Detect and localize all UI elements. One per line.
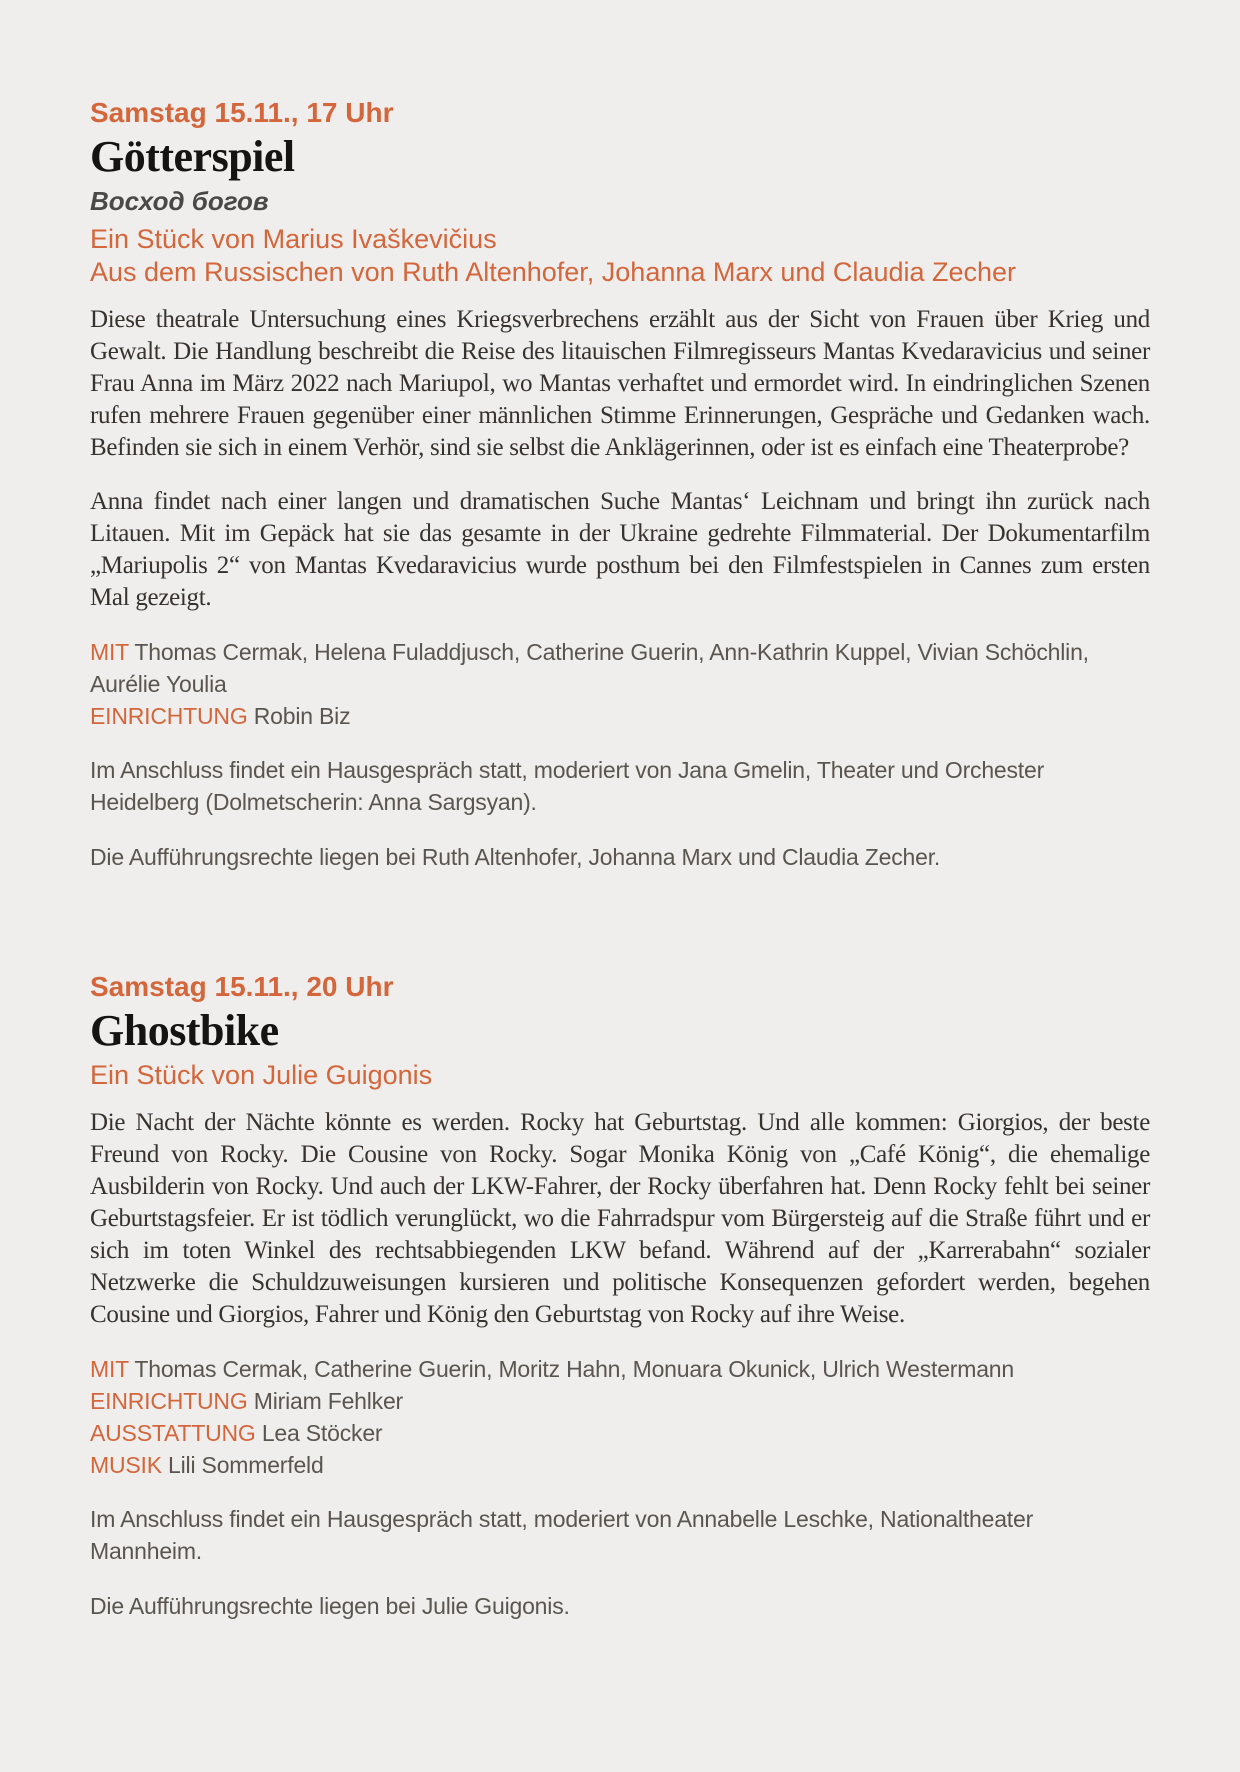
event-title: Ghostbike (90, 1005, 279, 1055)
rights-text: Die Aufführungsrechte liegen bei Ruth Altenhofer, Johanna Marx und Claudia Zecher. (90, 843, 941, 870)
credits-block (90, 1353, 1150, 1481)
event-datetime: Samstag 15.11., 20 Uhr (90, 970, 394, 1002)
credit-row-direction (90, 1385, 1150, 1417)
credit-row-direction (90, 700, 1150, 732)
credit-value: Lili Sommerfeld (168, 1452, 324, 1479)
note-text: Im Anschluss findet ein Hausgespräch statt, moderiert von Annabelle Leschke, Nationaltheater Mannheim. (90, 1506, 1034, 1565)
credit-row-cast (90, 636, 1150, 700)
credit-value: Robin Biz (253, 702, 351, 729)
credit-label: MUSIK (90, 1452, 162, 1479)
event-datetime: Samstag 15.11., 17 Uhr (90, 97, 394, 128)
event-byline-author: Ein Stück von Marius Ivaškevičius (90, 223, 497, 254)
event-paragraph: Die Nacht der Nächte könnte es werden. Rocky hat Geburtstag. Und alle kommen: Giorgios, der beste Freund von Rocky. Die Cousine von Rocky. Sogar Monika König von „Café König“, die ehemalige Ausbilderin von Rocky. Und auch der LKW-Fahrer, der Rocky überfahren hat. Denn Rocky fehlt bei seiner Geburtstagsfeier. Er ist tödlich verunglückt, wo die Fahrradspur vom Bürgersteig auf die Straße führt und er sich im toten Winkel des rechtsabbiegenden LKW befand. Während auf der „Karrerabahn“ sozialer Netzwerke die Schuldzuweisungen kursieren und politische Konsequenzen gefordert werden, begehen Cousine und Giorgios, Fahrer und König den Geburtstag von Rocky auf ihre Weise. (90, 1109, 1150, 1329)
event-section-goetterspiel (90, 97, 1150, 873)
credit-label: MIT (90, 1356, 129, 1383)
credit-row-cast (90, 1353, 1150, 1385)
credit-label: EINRICHTUNG (90, 702, 248, 729)
event-paragraph: Diese theatrale Untersuchung eines Kriegsverbrechens erzählt aus der Sicht von Frauen über Krieg und Gewalt. Die Handlung beschreibt die Reise des litauischen Filmregisseurs Mantas Kvedaravicius und seiner Frau Anna im März 2022 nach Mariupol, wo Mantas verhaftet und ermordet wird. In eindringlichen Szenen rufen mehrere Frauen gegenüber einer männlichen Stimme Erinnerungen, Gespräche und Gedanken wach. Befinden sie sich in einem Verhör, sind sie selbst die Anklägerinnen, oder ist es einfach eine Theaterprobe? (90, 305, 1150, 461)
credit-value: Miriam Fehlker (253, 1388, 404, 1415)
credit-row-music (90, 1449, 1150, 1481)
event-byline-author: Ein Stück von Julie Guigonis (90, 1060, 433, 1091)
credit-value: Thomas Cermak, Catherine Guerin, Moritz Hahn, Monuara Okunick, Ulrich Westermann (134, 1356, 1014, 1383)
credits-block (90, 636, 1150, 732)
credit-label: AUSSTATTUNG (90, 1420, 256, 1447)
event-original-title: Восход богов (90, 185, 269, 216)
credit-row-stage-design (90, 1417, 1150, 1449)
credit-value: Lea Stöcker (261, 1420, 383, 1447)
credit-label: MIT (90, 638, 129, 665)
rights-text: Die Aufführungsrechte liegen bei Julie Guigonis. (90, 1593, 570, 1620)
event-title: Götterspiel (90, 132, 295, 182)
event-paragraph: Anna findet nach einer langen und dramatischen Suche Mantas‘ Leichnam und bringt ihn zurück nach Litauen. Mit im Gepäck hat sie das gesamte in der Ukraine gedrehte Filmmaterial. Der Dokumentarfilm „Mariupolis 2“ von Mantas Kvedaravicius wurde posthum bei den Filmfestspielen in Cannes zum ersten Mal gezeigt. (90, 487, 1150, 611)
credit-label: EINRICHTUNG (90, 1388, 248, 1415)
note-text: Im Anschluss findet ein Hausgespräch statt, moderiert von Jana Gmelin, Theater und Orchester Heidelberg (Dolmetscherin: Anna Sargsyan). (90, 756, 1045, 815)
event-section-ghostbike (90, 971, 1150, 1623)
credit-value: Thomas Cermak, Helena Fuladdjusch, Catherine Guerin, Ann-Kathrin Kuppel, Vivian Schöchlin, Aurélie Youlia (90, 638, 1089, 697)
event-byline-translation: Aus dem Russischen von Ruth Altenhofer, Johanna Marx und Claudia Zecher (90, 256, 1017, 287)
